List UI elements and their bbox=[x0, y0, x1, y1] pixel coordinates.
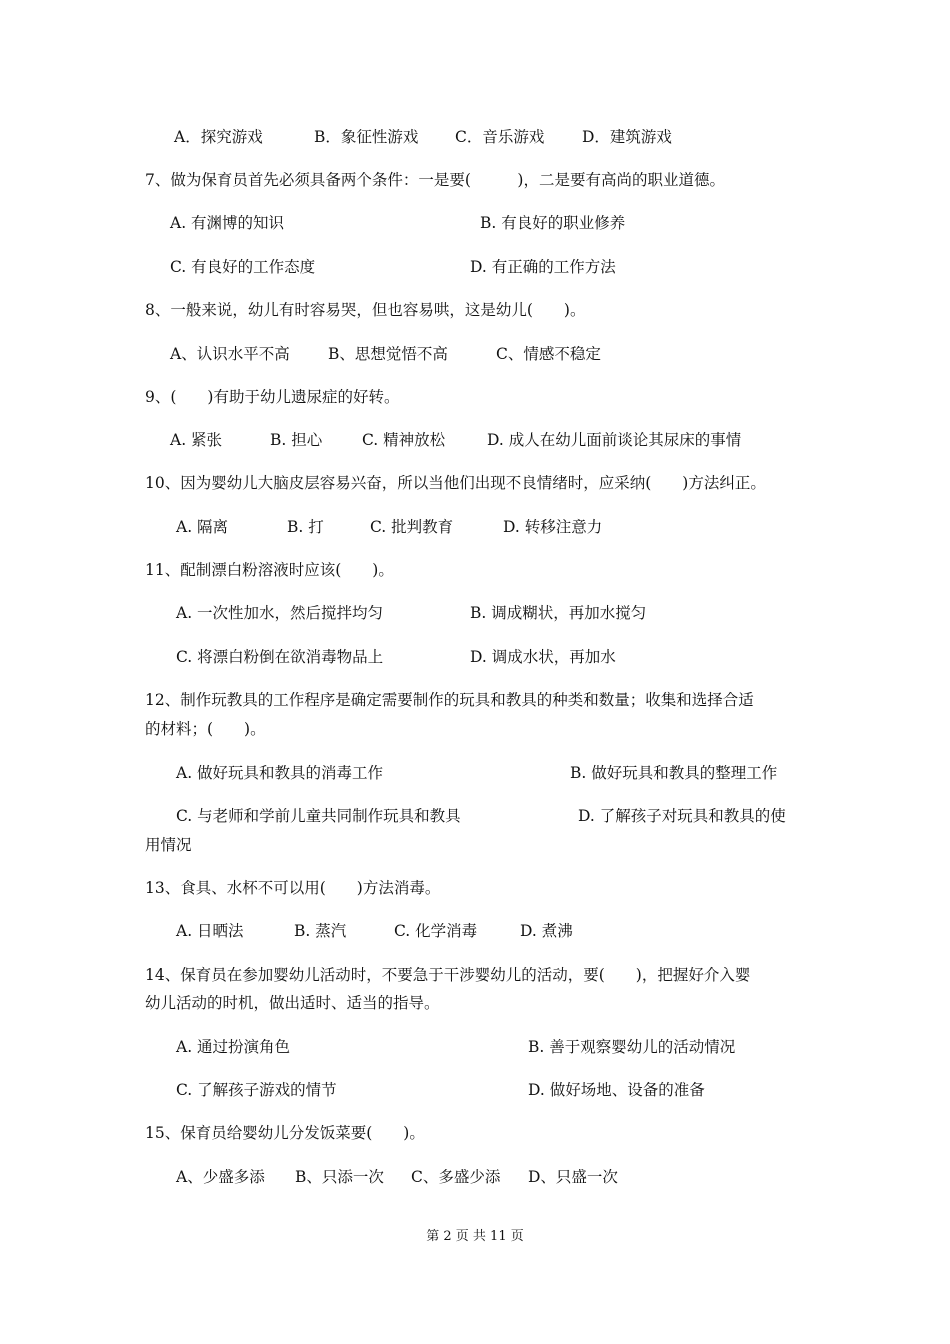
q13-option-a: A. 日晒法 bbox=[176, 922, 244, 940]
q11-option-c: C. 将漂白粉倒在欲消毒物品上 bbox=[176, 648, 384, 666]
q7-option-b: B. 有良好的职业修养 bbox=[480, 214, 626, 232]
q9-option-a: A. 紧张 bbox=[170, 431, 223, 449]
q14-option-d: D. 做好场地、设备的准备 bbox=[528, 1081, 705, 1099]
q8-stem: 8、一般来说，幼儿有时容易哭，但也容易哄，这是幼儿( )。 bbox=[145, 301, 586, 319]
q7-stem: 7、做为保育员首先必须具备两个条件：一是要( )，二是要有高尚的职业道德。 bbox=[145, 171, 725, 189]
q15-option-d: D、只盛一次 bbox=[528, 1168, 618, 1186]
q6-option-b: B．象征性游戏 bbox=[314, 128, 419, 146]
q7-option-d: D. 有正确的工作方法 bbox=[470, 258, 616, 276]
q11-option-a: A. 一次性加水，然后搅拌均匀 bbox=[176, 604, 384, 622]
q10-stem: 10、因为婴幼儿大脑皮层容易兴奋，所以当他们出现不良情绪时，应采纳( )方法纠正。 bbox=[145, 474, 766, 492]
q15-option-c: C、多盛少添 bbox=[411, 1168, 501, 1186]
q12-option-c: C. 与老师和学前儿童共同制作玩具和教具 bbox=[176, 807, 461, 825]
q6-option-a: A．探究游戏 bbox=[174, 128, 263, 146]
q6-option-c: C．音乐游戏 bbox=[455, 128, 545, 146]
q13-stem: 13、食具、水杯不可以用( )方法消毒。 bbox=[145, 879, 441, 897]
q12-stem-line1: 12、制作玩教具的工作程序是确定需要制作的玩具和教具的种类和数量；收集和选择合适 bbox=[145, 691, 754, 709]
q11-option-d: D. 调成水状，再加水 bbox=[470, 648, 616, 666]
q14-option-b: B. 善于观察婴幼儿的活动情况 bbox=[528, 1038, 736, 1056]
q14-stem-line1: 14、保育员在参加婴幼儿活动时，不要急于干涉婴幼儿的活动，要( )，把握好介入婴 bbox=[145, 966, 751, 984]
q10-option-c: C. 批判教育 bbox=[370, 518, 454, 536]
q7-option-a: A. 有渊博的知识 bbox=[170, 214, 285, 232]
q14-option-c: C. 了解孩子游戏的情节 bbox=[176, 1081, 337, 1099]
q12-option-b: B. 做好玩具和教具的整理工作 bbox=[570, 764, 778, 782]
q9-option-d: D. 成人在幼儿面前谈论其尿床的事情 bbox=[487, 431, 742, 449]
q11-option-b: B. 调成糊状，再加水搅匀 bbox=[470, 604, 647, 622]
q15-stem: 15、保育员给婴幼儿分发饭菜要( )。 bbox=[145, 1124, 425, 1142]
q10-option-a: A. 隔离 bbox=[176, 518, 229, 536]
q9-option-b: B. 担心 bbox=[270, 431, 323, 449]
page-number-footer: 第 2 页 共 11 页 bbox=[426, 1229, 524, 1244]
q6-option-d: D．建筑游戏 bbox=[582, 128, 672, 146]
q13-option-b: B. 蒸汽 bbox=[294, 922, 347, 940]
q8-option-c: C、情感不稳定 bbox=[496, 345, 601, 363]
q14-stem-line2: 幼儿活动的时机，做出适时、适当的指导。 bbox=[145, 994, 440, 1012]
q13-option-d: D. 煮沸 bbox=[520, 922, 573, 940]
q10-option-d: D. 转移注意力 bbox=[503, 518, 603, 536]
q10-option-b: B. 打 bbox=[287, 518, 324, 536]
q12-option-d-continued: 用情况 bbox=[145, 836, 192, 854]
q9-option-c: C. 精神放松 bbox=[362, 431, 446, 449]
q15-option-b: B、只添一次 bbox=[295, 1168, 384, 1186]
q13-option-c: C. 化学消毒 bbox=[394, 922, 478, 940]
q11-stem: 11、配制漂白粉溶液时应该( )。 bbox=[145, 561, 394, 579]
q12-option-a: A. 做好玩具和教具的消毒工作 bbox=[176, 764, 384, 782]
q14-option-a: A. 通过扮演角色 bbox=[176, 1038, 291, 1056]
q12-option-d: D. 了解孩子对玩具和教具的使 bbox=[578, 807, 786, 825]
q8-option-b: B、思想觉悟不高 bbox=[328, 345, 448, 363]
q7-option-c: C. 有良好的工作态度 bbox=[170, 258, 316, 276]
q8-option-a: A、认识水平不高 bbox=[170, 345, 290, 363]
q12-stem-line2: 的材料；( )。 bbox=[145, 720, 266, 738]
q9-stem: 9、( )有助于幼儿遗尿症的好转。 bbox=[145, 388, 400, 406]
q15-option-a: A、少盛多添 bbox=[176, 1168, 265, 1186]
